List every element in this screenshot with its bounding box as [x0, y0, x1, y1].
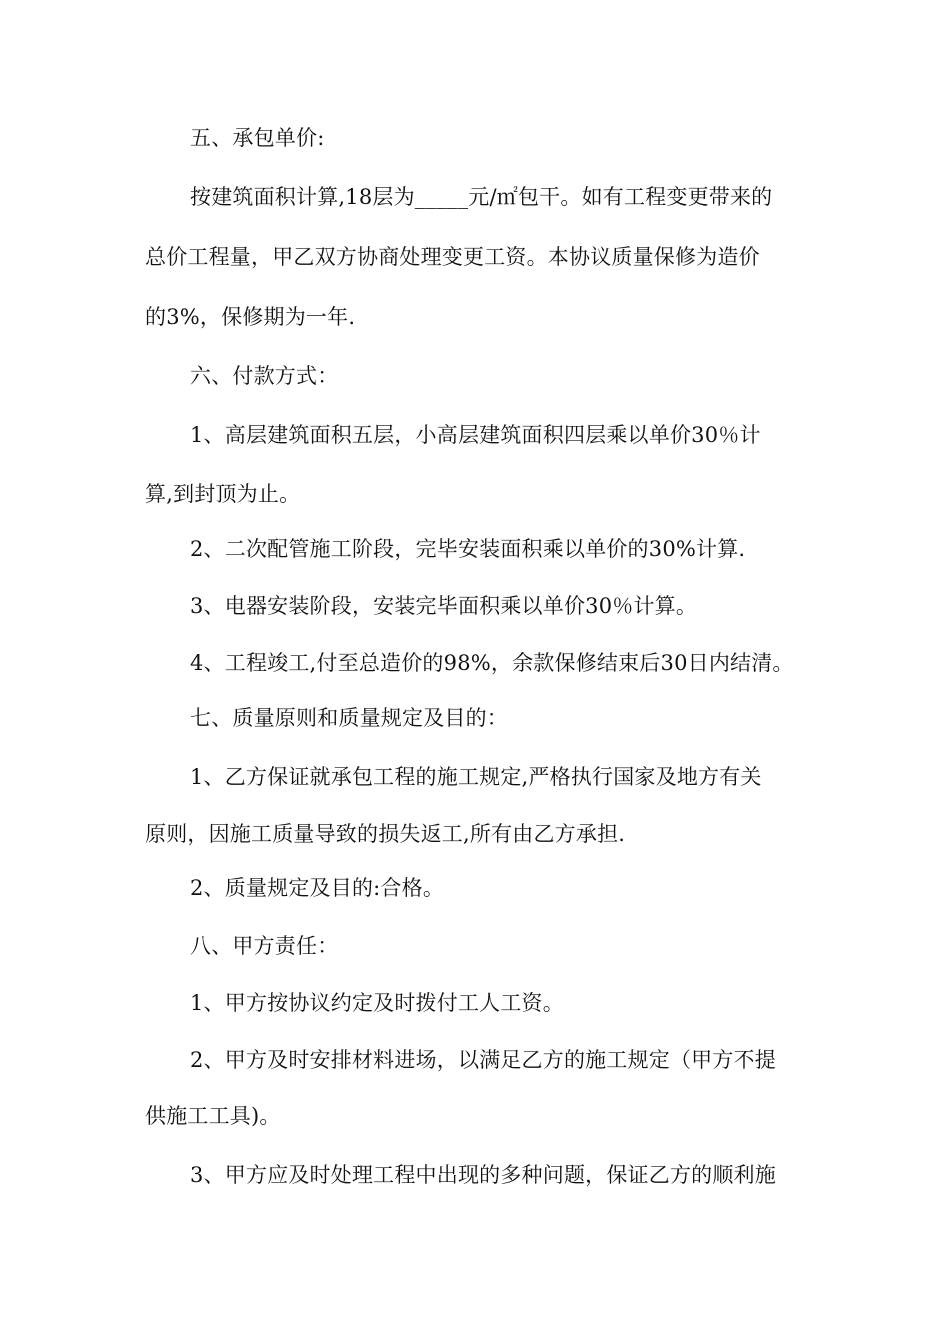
paragraph-line: 2、二次配管施工阶段，完毕安装面积乘以单价的30%计算.: [190, 537, 746, 561]
paragraph-line: 总价工程量，甲乙双方协商处理变更工资。本协议质量保修为造价: [145, 245, 760, 269]
paragraph-line: 2、质量规定及目的:合格。: [190, 876, 445, 900]
section-heading-unit-price: 五、承包单价:: [190, 126, 325, 150]
paragraph-line: 原则，因施工质量导致的损失返工,所有由乙方承担.: [145, 822, 626, 846]
paragraph-line: 1、乙方保证就承包工程的施工规定,严格执行国家及地方有关: [190, 765, 762, 789]
paragraph-line: 4、工程竣工,付至总造价的98%，余款保修结束后30日内结清。: [190, 651, 794, 675]
paragraph-line: 按建筑面积计算,18层为_____元/㎡包干。如有工程变更带来的: [190, 185, 773, 209]
section-heading-quality: 七、质量原则和质量规定及目的：: [190, 706, 508, 730]
paragraph-line: 算,到封顶为止。: [145, 482, 301, 506]
section-heading-payment: 六、付款方式：: [190, 364, 339, 388]
paragraph-line: 1、高层建筑面积五层，小高层建筑面积四层乘以单价30％计: [190, 423, 761, 447]
paragraph-line: 供施工工具)。: [145, 1104, 281, 1128]
paragraph-line: 2、甲方及时安排材料进场，以满足乙方的施工规定（甲方不提: [190, 1048, 776, 1072]
section-heading-party-a: 八、甲方责任：: [190, 934, 339, 958]
paragraph-line: 1、甲方按协议约定及时拨付工人工资。: [190, 991, 564, 1015]
paragraph-line: 3、甲方应及时处理工程中出现的多种问题，保证乙方的顺利施: [190, 1163, 776, 1187]
paragraph-line: 3、电器安装阶段，安装完毕面积乘以单价30％计算。: [190, 594, 698, 618]
paragraph-line: 的3%，保修期为一年.: [145, 305, 356, 329]
